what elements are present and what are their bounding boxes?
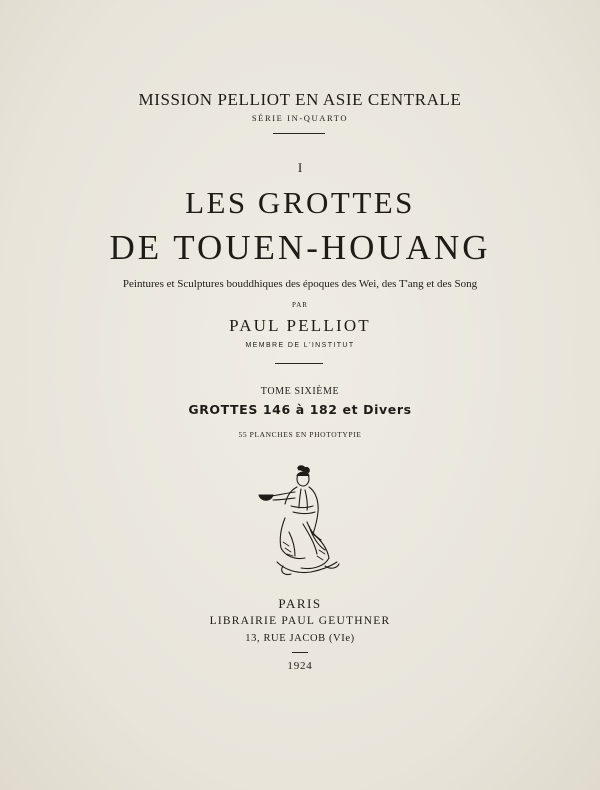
book-subtitle: Peintures et Sculptures bouddhiques des époques des Wei, des T'ang et des Song xyxy=(122,278,478,290)
book-title-line-1: LES GROTTES xyxy=(185,185,415,220)
volume-number: I xyxy=(297,160,303,175)
imprint-city: PARIS xyxy=(278,596,322,611)
divider-rule xyxy=(273,133,325,134)
tome-label: TOME SIXIÈME xyxy=(260,386,340,397)
author-role: MEMBRE DE L'INSTITUT xyxy=(245,342,355,349)
plates-note: 55 PLANCHES EN PHOTOTYPIE xyxy=(238,430,362,439)
series-title: MISSION PELLIOT EN ASIE CENTRALE xyxy=(138,90,462,109)
divider-rule xyxy=(292,652,308,653)
by-label: PAR xyxy=(292,301,308,309)
series-subtitle: SÉRIE IN-QUARTO xyxy=(251,113,349,123)
book-title-line-2: DE TOUEN-HOUANG xyxy=(109,228,491,267)
divider-rule xyxy=(275,363,323,364)
kneeling-figure-icon xyxy=(255,462,347,578)
imprint-address: 13, RUE JACOB (VIe) xyxy=(245,633,355,644)
author-name: PAUL PELLIOT xyxy=(229,316,371,335)
imprint-publisher: LIBRAIRIE PAUL GEUTHNER xyxy=(209,615,391,627)
tome-contents: GROTTES 146 à 182 et Divers xyxy=(188,402,412,417)
imprint-year: 1924 xyxy=(287,660,313,672)
